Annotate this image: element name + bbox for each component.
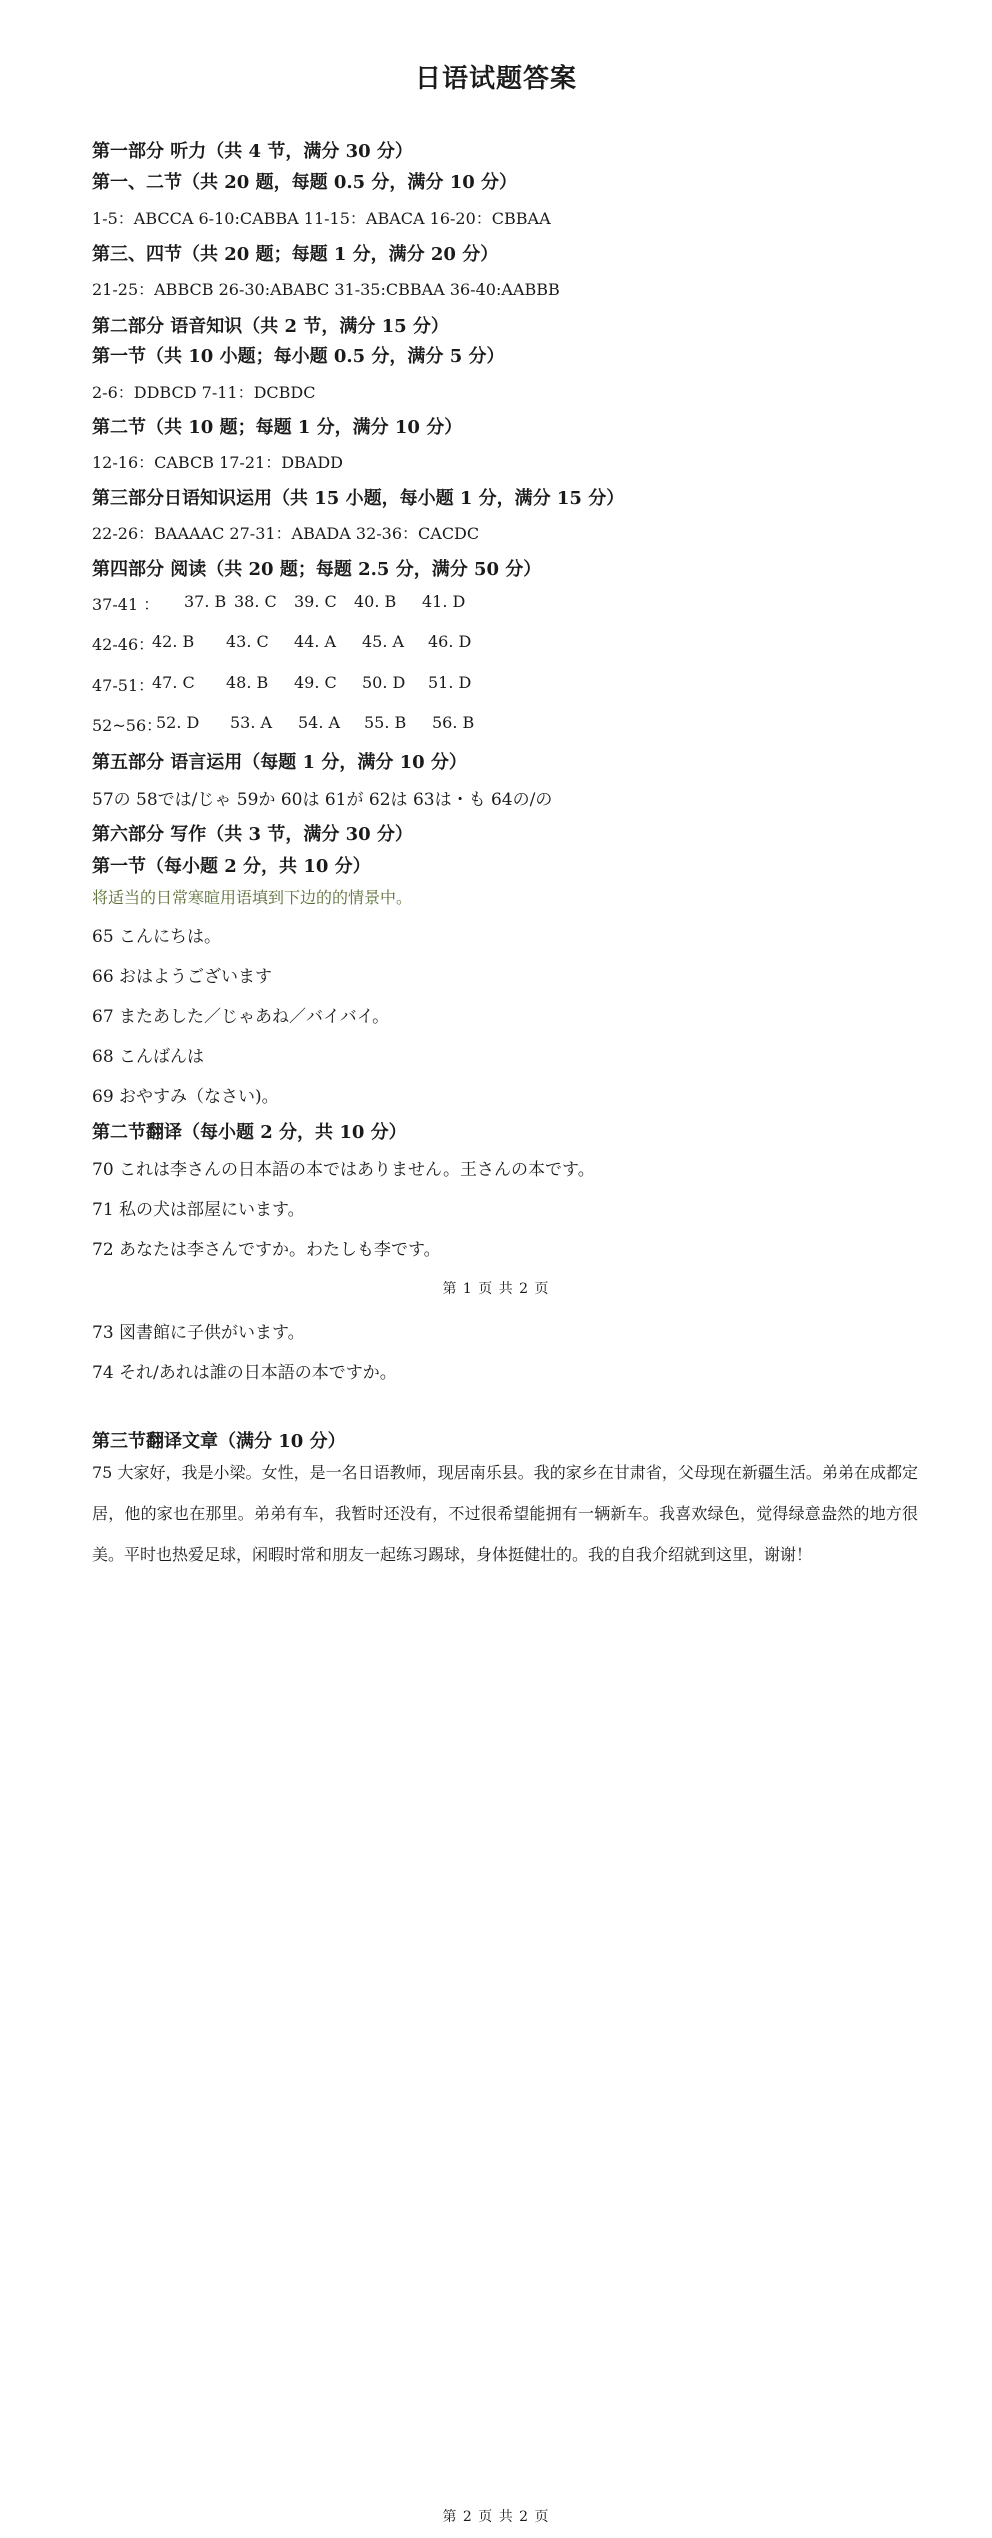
translation-answer: 73 図書館に子供がいます。 <box>92 1323 305 1343</box>
part6-sec3-heading: 第三节翻译文章（满分 10 分） <box>92 1431 346 1452</box>
greeting-answer: 66 おはようございます <box>92 967 273 987</box>
answer-cell: 38. C <box>234 592 277 611</box>
part2-heading: 第二部分 语音知识（共 2 节，满分 15 分） <box>92 316 449 337</box>
answer-cell: 43. C <box>226 632 269 651</box>
answer-cell: 44. A <box>294 632 337 651</box>
answer-cell: 47. C <box>152 673 195 692</box>
part6-sec1-note: 将适当的日常寒暄用语填到下边的的情景中。 <box>92 888 413 907</box>
answer-cell: 50. D <box>362 673 406 692</box>
row-range: 42-46： <box>92 635 155 654</box>
row-range: 47-51： <box>92 676 155 695</box>
answer-cell: 46. D <box>428 632 472 651</box>
part6-sec2-heading: 第二节翻译（每小题 2 分，共 10 分） <box>92 1122 407 1143</box>
greeting-answer: 65 こんにちは。 <box>92 927 222 947</box>
page-footer-2: 第 2 页 共 2 页 <box>442 2509 550 2525</box>
part1-sec34-answers: 21-25：ABBCB 26-30:ABABC 31-35:CBBAA 36-40:AABBB <box>92 280 560 299</box>
part2-sec1-answers: 2-6：DDBCD 7-11：DCBDC <box>92 383 316 402</box>
answer-cell: 48. B <box>226 673 269 692</box>
part2-sec2-answers: 12-16：CABCB 17-21：DBADD <box>92 453 343 472</box>
answer-cell: 56. B <box>432 713 475 732</box>
part6-sec1-heading: 第一节（每小题 2 分，共 10 分） <box>92 856 371 877</box>
part5-heading: 第五部分 语言运用（每题 1 分，满分 10 分） <box>92 752 467 773</box>
translation-answer: 72 あなたは李さんですか。わたしも李です。 <box>92 1240 441 1260</box>
part4-heading: 第四部分 阅读（共 20 题；每题 2.5 分，满分 50 分） <box>92 559 542 580</box>
answer-cell: 53. A <box>230 713 273 732</box>
essay-answer: 75 大家好，我是小梁。女性，是一名日语教师，现居南乐县。我的家乡在甘肃省，父母现在新疆生活。弟弟在成都定居，他的家也在那里。弟弟有车，我暂时还没有，不过很希望能拥有一辆新车。我喜欢绿色，觉得绿意盎然的地方很美。平时也热爱足球，闲暇时常和朋友一起练习踢球，身体挺健壮的。我的自我介绍就到这里，谢谢！ <box>92 1463 918 1564</box>
answer-cell: 37. B <box>184 592 227 611</box>
translation-answer: 71 私の犬は部屋にいます。 <box>92 1200 305 1220</box>
answer-cell: 55. B <box>364 713 407 732</box>
part6-heading: 第六部分 写作（共 3 节，满分 30 分） <box>92 824 413 845</box>
translation-answer: 70 これは李さんの日本語の本ではありません。王さんの本です。 <box>92 1160 595 1180</box>
answer-cell: 45. A <box>362 632 405 651</box>
part2-sec2-heading: 第二节（共 10 题；每题 1 分，满分 10 分） <box>92 417 463 438</box>
answer-cell: 40. B <box>354 592 397 611</box>
part1-heading: 第一部分 听力（共 4 节，满分 30 分） <box>92 141 413 162</box>
part1-sec34-heading: 第三、四节（共 20 题；每题 1 分，满分 20 分） <box>92 244 499 265</box>
part1-sec12-answers: 1-5：ABCCA 6-10:CABBA 11-15：ABACA 16-20：CBBAA <box>92 209 551 228</box>
answer-cell: 41. D <box>422 592 466 611</box>
greeting-answer: 68 こんばんは <box>92 1047 205 1067</box>
part5-answers: 57の 58では/じゃ 59か 60は 61が 62は 63は・も 64の/の <box>92 790 553 810</box>
greeting-answer: 69 おやすみ（なさい)。 <box>92 1087 279 1107</box>
translation-answer: 74 それ/あれは誰の日本語の本ですか。 <box>92 1363 397 1383</box>
page-footer-1: 第 1 页 共 2 页 <box>442 1281 550 1297</box>
answer-cell: 39. C <box>294 592 337 611</box>
part2-sec1-heading: 第一节（共 10 小题；每小题 0.5 分，满分 5 分） <box>92 346 505 367</box>
greeting-answer: 67 またあした／じゃあね／バイバイ。 <box>92 1007 390 1027</box>
row-range: 52~56： <box>92 716 163 735</box>
answer-cell: 42. B <box>152 632 195 651</box>
part3-heading: 第三部分日语知识运用（共 15 小题，每小题 1 分，满分 15 分） <box>92 488 625 509</box>
row-range: 37-41 ： <box>92 595 160 614</box>
page-title: 日语试题答案 <box>414 64 577 94</box>
answer-cell: 52. D <box>156 713 200 732</box>
part3-answers: 22-26：BAAAAC 27-31：ABADA 32-36：CACDC <box>92 524 480 543</box>
answer-cell: 54. A <box>298 713 341 732</box>
part1-sec12-heading: 第一、二节（共 20 题，每题 0.5 分，满分 10 分） <box>92 172 518 193</box>
answer-cell: 51. D <box>428 673 472 692</box>
answer-cell: 49. C <box>294 673 337 692</box>
